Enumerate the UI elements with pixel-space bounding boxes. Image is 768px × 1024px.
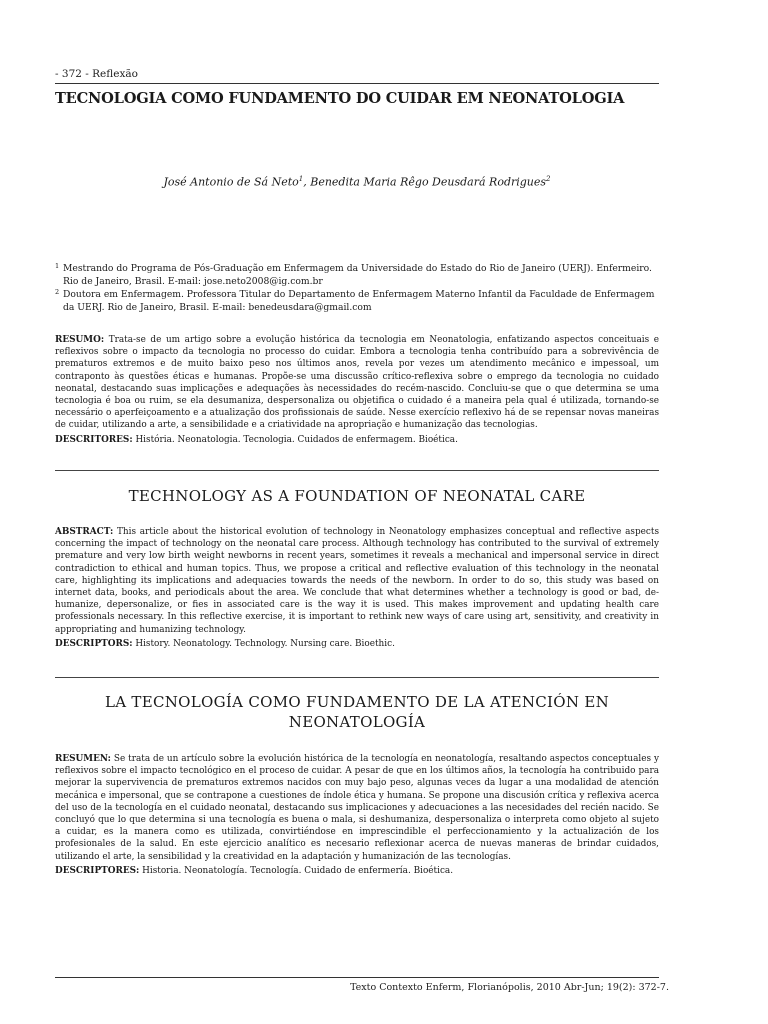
article-title: TECNOLOGIA COMO FUNDAMENTO DO CUIDAR EM NEONATOLOGIA	[55, 90, 625, 107]
descriptors-label: DESCRIPTORS:	[55, 638, 133, 649]
resumen-block	[55, 753, 659, 877]
abstract-label: ABSTRACT:	[55, 527, 114, 537]
resumo-block	[55, 334, 659, 446]
affiliations	[55, 262, 659, 314]
affiliation-2	[55, 288, 659, 314]
descriptores	[55, 865, 659, 877]
affiliation-1	[55, 262, 659, 288]
abstract-paragraph	[55, 526, 659, 636]
spanish-title: LA TECNOLOGÍA COMO FUNDAMENTO DE LA ATENCIÓN EN NEONATOLOGÍA	[104, 693, 610, 731]
affiliation-number: 2	[55, 288, 60, 296]
resumen-label: RESUMEN:	[55, 754, 111, 764]
resumo-text: Trata-se de um artigo sobre a evolução histórica da tecnologia em Neonatologia, enfatizando aspectos conceituais e reflexivos sobre o impacto da tecnologia no processo do cuidar. Embora a tecnologia tenha contribuído para a sobrevivência de prematuros extremos e de muito baixo peso nos últimos anos, revela por vezes um atendimento mecânico e impessoal, um contraponto às questões éticas e humanas. Propõe-se uma discussão crítico-reflexiva sobre o emprego da tecnologia no cuidado neonatal, destacando suas implicações e adequações às necessidades do recém-nascido. Concluiu-se que o que determina se uma tecnologia é boa ou ruim, se ela desumaniza, despersonaliza ou objetifica o cuidado é a maneira pela qual é utilizada, tornando-se necessário o aperfeiçoamento e a atualização dos profissionais de saúde. Nesse exercício reflexivo há de se repensar novas maneiras de cuidar, utilizando a arte, a sensibilidade e a criatividade na apropriação e humanização das tecnologias.	[55, 335, 659, 431]
descritores-text: História. Neonatologia. Tecnologia. Cuidados de enfermagem. Bioética.	[132, 434, 458, 445]
author-1-affiliation-mark: 1	[298, 175, 304, 183]
resumo-paragraph	[55, 334, 659, 432]
journal-citation: Texto Contexto Enferm, Florianópolis, 2010 Abr-Jun; 19(2): 372-7.	[350, 982, 669, 993]
descriptores-label: DESCRIPTORES:	[55, 865, 140, 876]
resumen-paragraph	[55, 753, 659, 863]
author-2: Benedita Maria Rêgo Deusdará Rodrigues	[310, 175, 547, 189]
section-divider	[55, 677, 659, 678]
descritores-label: DESCRITORES:	[55, 434, 133, 445]
author-1: José Antonio de Sá Neto	[163, 175, 299, 189]
affiliation-text: Mestrando do Programa de Pós-Graduação em Enfermagem da Universidade do Estado do Rio de Janeiro (UERJ). Enfermeiro. Rio de Janeiro, Brasil. E-mail: jose.neto2008@ig.com.br	[63, 263, 652, 287]
resumo-label: RESUMO:	[55, 335, 105, 345]
author-2-affiliation-mark: 2	[546, 175, 551, 183]
author-separator: ,	[303, 175, 311, 189]
abstract-block	[55, 526, 659, 650]
descriptors	[55, 638, 659, 650]
author-line	[55, 175, 659, 189]
affiliation-text: Doutora em Enfermagem. Professora Titular do Departamento de Enfermagem Materno Infantil da Faculdade de Enfermagem da UERJ. Rio de Janeiro, Brasil. E-mail: benedeusdara@gmail.com	[63, 289, 655, 313]
section-divider	[55, 470, 659, 471]
descriptores-text: Historia. Neonatología. Tecnología. Cuidado de enfermería. Bioética.	[139, 865, 454, 876]
header-rule	[55, 83, 659, 84]
descritores	[55, 434, 659, 446]
affiliation-number: 1	[55, 262, 60, 270]
footer-rule	[55, 977, 659, 978]
running-head: - 372 - Reflexão	[55, 68, 138, 80]
abstract-text: This article about the historical evolution of technology in Neonatology emphasizes conceptual and reflective aspects concerning the impact of technology on the neonatal care process. Although technology has contributed to the survival of extremely premature and very low birth weight newborns in recent years, sometimes it reveals a mechanical and impersonal service in direct contradiction to ethical and human topics. Thus, we propose a critical and reflective evaluation of this technology in the neonatal care, highlighting its implications and adequacies towards the needs of the newborn. In order to do so, this study was based on internet data, books, and periodicals about the area. We conclude that what determines whether a technology is good or bad, de-humanize, depersonalize, or fies in associated care is the way it is used. This makes improvement and updating health care professionals necessary. In this reflective exercise, it is important to rethink new ways of care using art, sensitivity, and creativity in appropriating and humanizing technology.	[55, 527, 659, 635]
english-title: TECHNOLOGY AS A FOUNDATION OF NEONATAL CARE	[128, 487, 586, 505]
resumen-text: Se trata de un artículo sobre la evolución histórica de la tecnología en neonatología, resaltando aspectos conceptuales y reflexivos sobre el impacto tecnológico en el proceso de cuidar. A pesar de que en los últimos años, la tecnología ha contribuido para mejorar la supervivencia de prematuros extremos nacidos con muy bajo peso, algunas veces da lugar a una modalidad de atención mecánica e impersonal, que se contrapone a cuestiones de índole ética y humana. Se propone una discusión crítica y reflexiva acerca del uso de la tecnología en el cuidado neonatal, destacando sus implicaciones y adecuaciones a las necesidades del recién nacido. Se concluyó que lo que determina si una tecnología es buena o mala, si deshumaniza, despersonaliza o interpreta como objeto al sujeto a cuidar, es la manera como es utilizada, convirtiéndose en imprescindible el perfeccionamiento y la actualización de los profesionales de la salud. En este ejercicio analítico es necesario reflexionar acerca de nuevas maneras de brindar cuidados, utilizando el arte, la sensibilidad y la creatividad en la adaptación y humanización de las tecnologías.	[55, 754, 659, 862]
descriptors-text: History. Neonatology. Technology. Nursing care. Bioethic.	[132, 638, 395, 649]
